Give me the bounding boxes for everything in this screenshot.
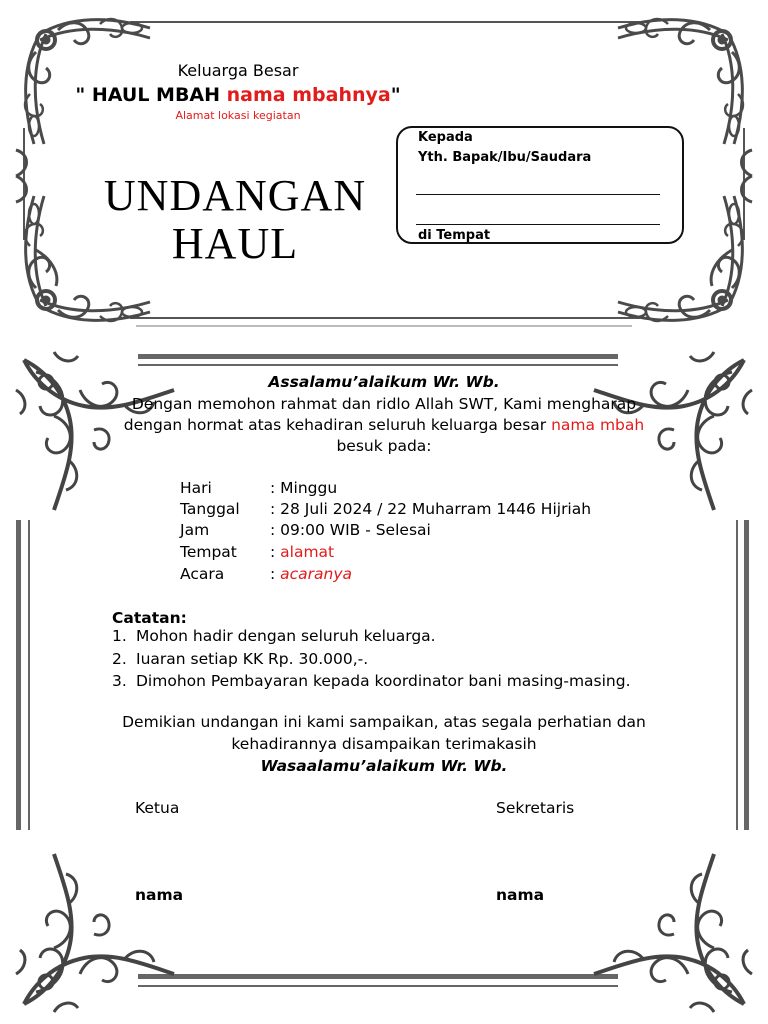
title-line-1: UNDANGAN: [103, 171, 367, 220]
detail-colon: :: [270, 543, 281, 561]
closing-line-1: Demikian undangan ini kami sampaikan, atas segala perhatian dan: [122, 713, 646, 731]
intro-mbah-name: nama mbah: [551, 416, 645, 434]
detail-label: Tanggal: [180, 500, 240, 518]
detail-label: Tempat: [180, 543, 237, 561]
detail-label: Acara: [180, 565, 225, 583]
detail-value: [270, 543, 334, 561]
signature-name-ketua: nama: [135, 886, 184, 904]
note-number: 2.: [112, 650, 127, 668]
haul-suffix: ": [390, 84, 401, 106]
kepada-label: Kepada: [418, 130, 473, 145]
note-text: Dimohon Pembayaran kepada koordinator bani masing-masing.: [136, 672, 631, 690]
salam-closing: Wasaalamu’alaikum Wr. Wb.: [260, 757, 508, 775]
yth-label: Yth. Bapak/Ibu/Saudara: [418, 150, 592, 165]
detail-label: Jam: [180, 521, 210, 539]
recipient-name-line: [416, 194, 660, 195]
tempat-value: alamat: [280, 543, 335, 561]
note-number: 3.: [112, 672, 127, 690]
salam-opening: Assalamu’alaikum Wr. Wb.: [268, 373, 500, 391]
recipient-box: [396, 126, 684, 244]
title-line-2: HAUL: [171, 219, 299, 268]
intro-line-1: Dengan memohon rahmat dan ridlo Allah SWT, Kami mengharap: [131, 395, 637, 413]
detail-value: : 28 Juli 2024 / 22 Muharram 1446 Hijriah: [270, 500, 592, 518]
detail-value: : Minggu: [270, 479, 338, 497]
signature-title-sekretaris: Sekretaris: [496, 799, 575, 817]
intro-line-2: [96, 416, 672, 434]
keluarga-besar-label: Keluarga Besar: [177, 61, 299, 80]
detail-value: [270, 565, 352, 583]
note-text: Iuaran setiap KK Rp. 30.000,-.: [136, 650, 369, 668]
detail-value: : 09:00 WIB - Selesai: [270, 521, 431, 539]
signature-title-ketua: Ketua: [135, 799, 180, 817]
closing-line-2: kehadirannya disampaikan terimakasih: [231, 735, 537, 753]
catatan-title: Catatan:: [112, 609, 187, 627]
detail-colon: :: [270, 565, 281, 583]
page-title: [60, 172, 410, 268]
haul-prefix: " HAUL MBAH: [75, 84, 227, 106]
note-text: Mohon hadir dengan seluruh keluarga.: [136, 627, 436, 645]
detail-label: Hari: [180, 479, 212, 497]
recipient-address-line: [416, 224, 660, 225]
intro-line-2-text: dengan hormat atas kehadiran seluruh keluarga besar: [123, 416, 552, 434]
di-tempat-label: di Tempat: [418, 228, 491, 243]
haul-heading: [0, 84, 476, 106]
note-item: [112, 627, 436, 645]
signature-name-sekretaris: nama: [496, 886, 545, 904]
intro-line-3: besuk pada:: [336, 437, 432, 455]
haul-name: nama mbahnya: [226, 84, 391, 106]
note-item: [112, 672, 631, 690]
acara-value: acaranya: [280, 565, 353, 583]
note-number: 1.: [112, 627, 127, 645]
note-item: [112, 650, 368, 668]
alamat-lokasi: Alamat lokasi kegiatan: [175, 109, 301, 122]
